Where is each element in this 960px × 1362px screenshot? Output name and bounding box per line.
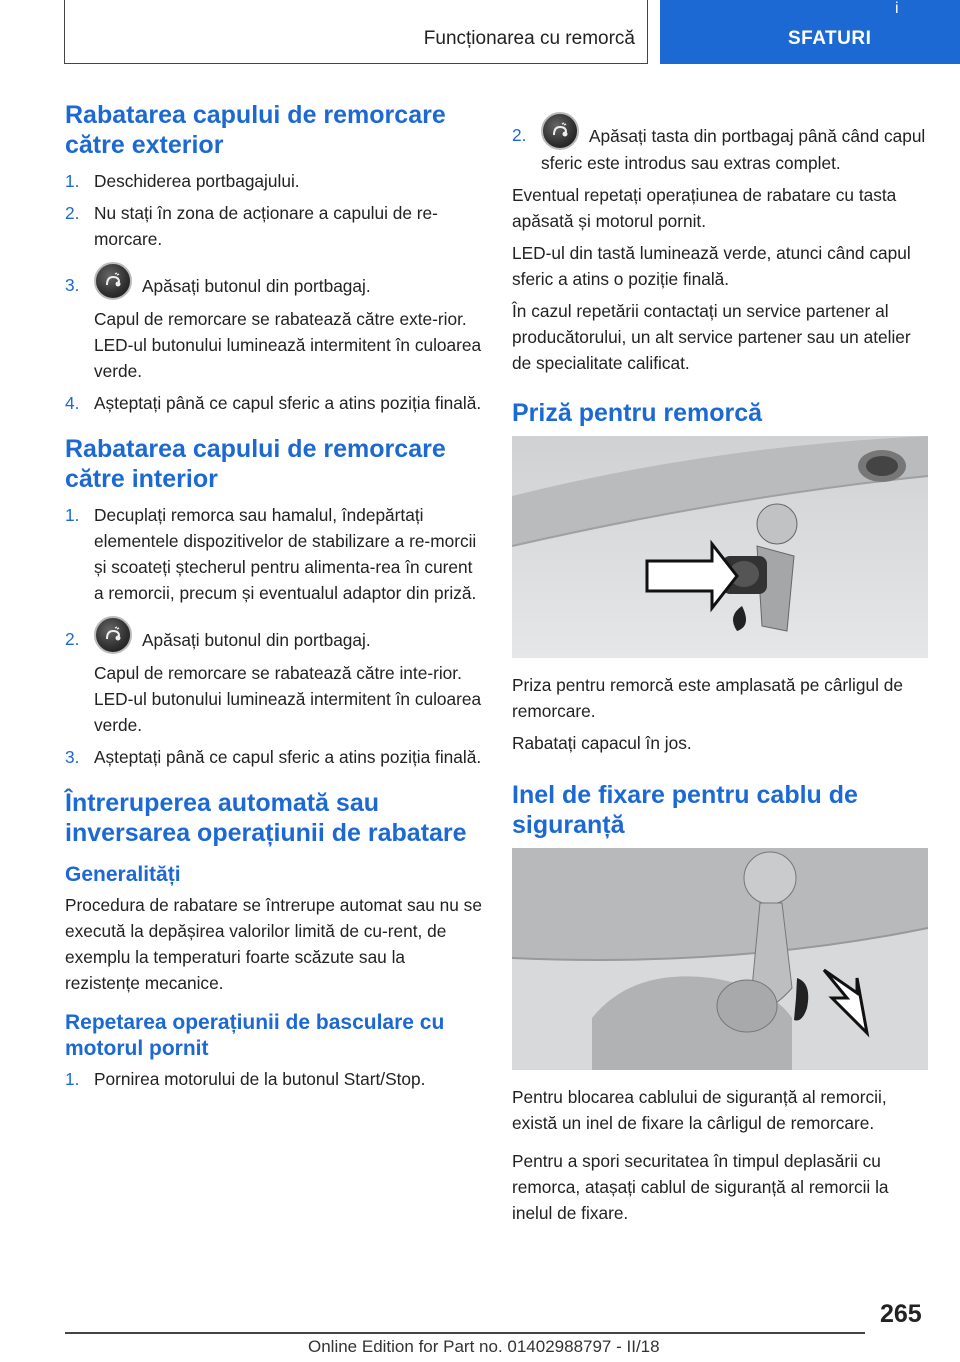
step-out-1: [65, 168, 483, 194]
towbar-button-icon: [94, 616, 132, 654]
step-out-4: [65, 390, 483, 416]
step-in-1: [65, 502, 483, 606]
step-number: 1.: [65, 505, 80, 525]
heading-safety-ring: Inel de fixare pentru cablu de siguranță: [512, 781, 858, 839]
step-repeat-1: [65, 1066, 483, 1092]
heading-socket: Priză pentru remorcă: [512, 399, 763, 427]
ring-text-1: Pentru blocarea cablului de siguranță al remorcii, există un inel de fixare la cârligul de remorcare.: [512, 1087, 887, 1133]
step-number: 3.: [65, 275, 80, 295]
step-text: Așteptați până ce capul sferic a atins poziția finală.: [94, 747, 482, 767]
towbar-button-icon: [541, 112, 579, 150]
edition-text: Online Edition for Part no. 01402988797 - II/18: [308, 1337, 660, 1356]
page-number: 265: [880, 1300, 922, 1328]
towbar-button-icon: [94, 262, 132, 300]
step-repeat-2: [512, 112, 928, 176]
step-detail: Capul de remorcare se rabatează către inte-rior. LED-ul butonului luminează intermitent în culoarea verde.: [94, 663, 482, 735]
step-in-3: [65, 744, 483, 770]
header-section-box: [64, 0, 648, 64]
header-tab-label: SFATURI: [788, 28, 872, 49]
step-text: Deschiderea portbagajului.: [94, 171, 300, 191]
safety-ring-illustration: [512, 848, 928, 1070]
step-number: 4.: [65, 393, 80, 413]
step-in-2: [65, 616, 483, 738]
trailer-socket-illustration: [512, 436, 928, 658]
left-column: [65, 100, 483, 1098]
paragraph-service: În cazul repetării contactați un service partener al producătorului, un alt service partener sau un atelier de specialitate calificat.: [512, 301, 911, 373]
info-icon[interactable]: i: [895, 0, 899, 17]
step-number: 2.: [65, 629, 80, 649]
step-text: Apăsați tasta din portbagaj până când capul sferic este introdus sau extras complet.: [541, 126, 926, 173]
step-detail: Capul de remorcare se rabatează către exte-rior. LED-ul butonului luminează intermitent în culoarea verde.: [94, 309, 482, 381]
heading-auto-interrupt: Întreruperea automată sau inversarea operațiunii de rabatare: [65, 789, 467, 847]
ring-text-2: Pentru a spori securitatea în timpul deplasării cu remorca, atașați cablul de siguranță al remorcii la inelul de fixare.: [512, 1151, 889, 1223]
heading-general: Generalități: [65, 863, 181, 886]
step-out-3: [65, 262, 483, 384]
heading-fold-in: Rabatarea capului de remorcare către interior: [65, 435, 446, 493]
step-text: Așteptați până ce capul sferic a atins poziția finală.: [94, 393, 482, 413]
step-text: Pornirea motorului de la butonul Start/Stop.: [94, 1069, 426, 1089]
step-number: 1.: [65, 171, 80, 191]
socket-text-2: Rabatați capacul în jos.: [512, 733, 692, 753]
step-number: 3.: [65, 747, 80, 767]
socket-text-1: Priza pentru remorcă este amplasată pe cârligul de remorcare.: [512, 675, 903, 721]
step-out-2: [65, 200, 483, 252]
step-number: 2.: [512, 125, 527, 145]
paragraph-led: LED-ul din tastă luminează verde, atunci când capul sferic a atins o poziție finală.: [512, 243, 911, 289]
step-text: Apăsați butonul din portbagaj.: [142, 276, 371, 296]
heading-fold-out: Rabatarea capului de remorcare către exterior: [65, 101, 446, 159]
right-column: [512, 112, 928, 1232]
step-text: Apăsați butonul din portbagaj.: [142, 630, 371, 650]
general-text: Procedura de rabatare se întrerupe automat sau nu se execută la depășirea valorilor limită de cu-rent, de exemplu la temperaturi foarte scăzute sau la rezistențe mecanice.: [65, 895, 482, 993]
step-text: Nu stați în zona de acționare a capului de re-morcare.: [94, 203, 438, 249]
header-section-title: Funcționarea cu remorcă: [423, 28, 635, 49]
step-number: 2.: [65, 203, 80, 223]
heading-repeat: Repetarea operațiunii de basculare cu motorul pornit: [65, 1011, 445, 1060]
paragraph-repeat: Eventual repetați operațiunea de rabatare cu tasta apăsată și motorul pornit.: [512, 185, 897, 231]
step-number: 1.: [65, 1069, 80, 1089]
step-text: Decuplați remorca sau hamalul, îndepărtați elementele dispozitivelor de stabilizare a re-morcii și scoateți ștecherul pentru alimenta-rea în curent a remorcii, precum și eventualul adaptor din priză.: [94, 505, 477, 603]
footer-rule: [65, 1332, 865, 1334]
